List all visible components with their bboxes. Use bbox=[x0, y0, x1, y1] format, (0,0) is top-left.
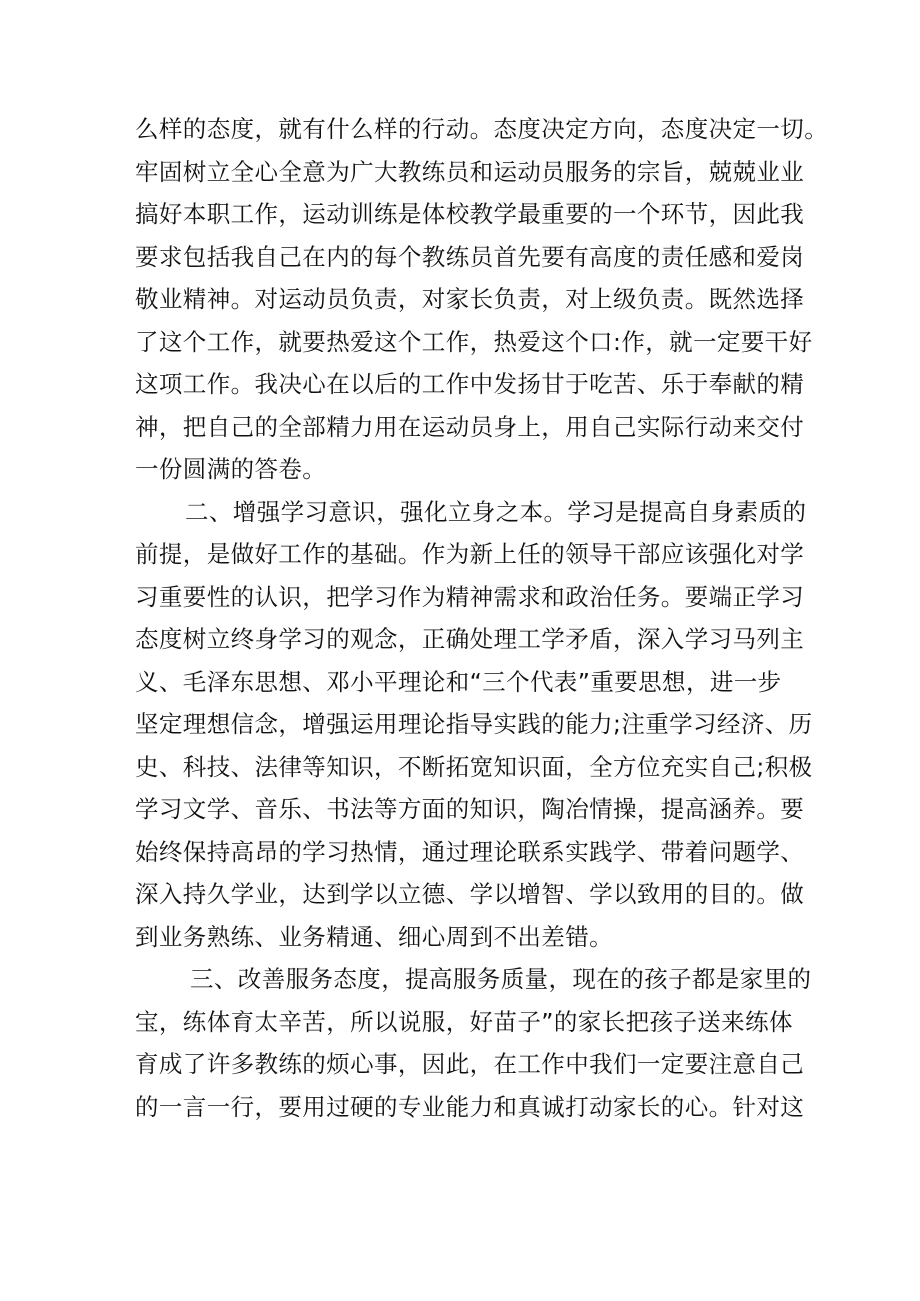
text-line: 学习文学、音乐、书法等方面的知识，陶冶情操，提高涵养。要 bbox=[135, 795, 805, 823]
text-line: 义、毛泽东思想、邓小平理论和“三个代表”重要思想，进一步 bbox=[135, 667, 782, 696]
text-line: 搞好本职工作，运动训练是体校教学最重要的一个环节，因此我 bbox=[135, 200, 805, 228]
text-line: 一份圆满的答卷。 bbox=[135, 455, 327, 483]
text-line: 习重要性的认识，把学习作为精神需求和政治任务。要端正学习 bbox=[135, 582, 805, 611]
document-body bbox=[135, 108, 829, 1128]
text-line: 三、改善服务态度，提高服务质量，现在的孩子都是家里的 bbox=[190, 965, 812, 993]
paragraph-three bbox=[135, 958, 812, 1128]
text-line: 敬业精神。对运动员负责，对家长负责，对上级负责。既然选择 bbox=[135, 285, 805, 313]
text-line: 始终保持高昂的学习热情，通过理论联系实践学、带着问题学、 bbox=[135, 837, 805, 866]
text-line: 神，把自己的全部精力用在运动员身上，用自己实际行动来交付 bbox=[135, 412, 805, 441]
text-line: 这项工作。我决心在以后的工作中发扬甘于吃苦、乐于奉献的精 bbox=[135, 370, 805, 398]
text-line: 态度树立终身学习的观念，正确处理工学矛盾，深入学习马列主 bbox=[135, 625, 805, 653]
text-line: 前提，是做好工作的基础。作为新上任的领导干部应该强化对学 bbox=[135, 540, 805, 568]
text-line: 的一言一行，要用过硬的专业能力和真诚打动家长的心。针对这 bbox=[135, 1092, 805, 1121]
text-line: 深入持久学业，达到学以立德、学以增智、学以致用的目的。做 bbox=[135, 880, 805, 908]
text-line: 史、科技、法律等知识，不断拓宽知识面，全方位充实自己;积极 bbox=[135, 752, 813, 781]
paragraph-continuation bbox=[135, 108, 829, 491]
text-line: 么样的态度，就有什么样的行动。态度决定方向，态度决定一切。 bbox=[135, 115, 829, 143]
text-line: 坚定理想信念，增强运用理论指导实践的能力;注重学习经济、历 bbox=[135, 710, 813, 738]
text-line: 要求包括我自己在内的每个教练员首先要有高度的责任感和爱岗 bbox=[135, 242, 805, 271]
text-line: 二、增强学习意识，强化立身之本。学习是提高自身素质的 bbox=[185, 497, 807, 526]
text-line: 到业务熟练、业务精通、细心周到不出差错。 bbox=[135, 922, 613, 951]
paragraph-two bbox=[135, 491, 813, 959]
text-line: 了这个工作，就要热爱这个工作，热爱这个口:作，就一定要干好 bbox=[135, 327, 813, 356]
text-line: 宝，练体育太辛苦，所以说服，好苗子”的家长把孩子送来练体 bbox=[135, 1007, 793, 1036]
text-line: 牢固树立全心全意为广大教练员和运动员服务的宗旨，兢兢业业 bbox=[135, 157, 805, 186]
text-line: 育成了许多教练的烦心事，因此，在工作中我们一定要注意自己 bbox=[135, 1050, 805, 1078]
